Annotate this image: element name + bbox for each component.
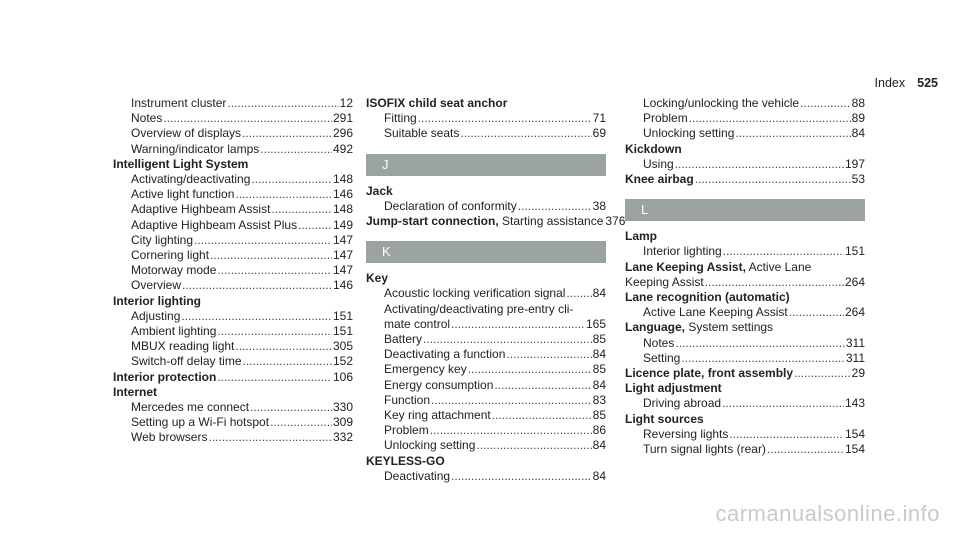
leader-dots [242, 126, 332, 141]
index-entry[interactable] [625, 427, 865, 442]
entry-label: Problem [643, 111, 688, 126]
leader-dots [243, 354, 332, 369]
entry-label: Activating/deactivating pre-entry cli- [384, 301, 574, 316]
entry-page[interactable]: 84 [592, 438, 606, 453]
entry-page[interactable]: 106 [332, 369, 353, 384]
leader-dots [451, 317, 585, 332]
entry-subtext: System settings [685, 320, 774, 335]
index-entry[interactable] [366, 332, 606, 347]
leader-dots [181, 309, 332, 324]
entry-page[interactable]: 151 [844, 244, 865, 259]
index-entry[interactable] [113, 309, 353, 324]
entry-page[interactable]: 148 [332, 202, 353, 217]
index-entry[interactable] [113, 126, 353, 141]
entry-label: MBUX reading light [131, 339, 235, 354]
index-heading: Lane recognition (automatic) [625, 290, 790, 305]
entry-page[interactable]: 143 [844, 396, 865, 411]
leader-dots [689, 111, 851, 126]
leader-dots [260, 142, 332, 157]
leader-dots [451, 469, 592, 484]
index-entry[interactable] [625, 96, 865, 111]
entry-label: Overview of displays [131, 126, 242, 141]
entry-label: Function [384, 392, 431, 407]
entry-page[interactable]: 84 [592, 347, 606, 362]
leader-dots [735, 126, 850, 141]
entry-page[interactable]: 147 [332, 248, 353, 263]
entry-page[interactable]: 152 [332, 354, 353, 369]
index-title: Index [874, 76, 906, 90]
entry-label: Unlocking setting [643, 126, 735, 141]
leader-dots [217, 370, 332, 385]
index-heading [625, 320, 865, 335]
watermark: carmanualsonline.info [715, 501, 940, 526]
index-entry[interactable] [625, 172, 865, 187]
index-heading: Light sources [625, 411, 704, 426]
entry-label: Adaptive Highbeam Assist Plus [131, 217, 298, 232]
index-heading: Intelligent Light System [113, 156, 249, 171]
index-entry[interactable] [113, 111, 353, 126]
leader-dots [794, 366, 851, 381]
entry-label: Ambient lighting [131, 324, 217, 339]
entry-label: Suitable seats [384, 126, 460, 141]
leader-dots [767, 442, 844, 457]
entry-page[interactable]: 311 [845, 350, 865, 365]
entry-label: Using [643, 156, 674, 171]
leader-dots [430, 423, 592, 438]
index-entry[interactable] [366, 199, 606, 214]
index-entry[interactable] [366, 317, 606, 332]
entry-page[interactable]: 309 [332, 415, 353, 430]
index-entry[interactable] [366, 126, 606, 141]
index-entry[interactable] [366, 438, 606, 453]
index-entry-wrapped[interactable] [625, 260, 865, 290]
section-letter: K [366, 241, 606, 263]
entry-page[interactable]: 83 [592, 392, 606, 407]
entry-label: Keeping Assist [625, 274, 704, 289]
entry-label: Switch-off delay time [131, 354, 242, 369]
index-entry[interactable] [625, 351, 865, 366]
entry-page[interactable]: 84 [592, 286, 606, 301]
entry-label: Knee airbag [625, 172, 694, 187]
index-column-2 [366, 96, 626, 484]
leader-dots [418, 111, 592, 126]
index-column-3 [625, 96, 865, 457]
index-entry[interactable] [625, 396, 865, 411]
entry-label: Active light function [131, 187, 235, 202]
index-entry[interactable] [625, 366, 865, 381]
entry-page[interactable]: 146 [332, 278, 353, 293]
index-entry[interactable] [366, 111, 606, 126]
entry-page[interactable]: 147 [332, 263, 353, 278]
leader-dots [163, 111, 332, 126]
leader-dots [705, 275, 844, 290]
index-entry[interactable] [625, 244, 865, 259]
leader-dots [789, 305, 844, 320]
leader-dots [208, 430, 331, 445]
index-entry[interactable] [366, 469, 606, 484]
leader-dots [298, 218, 332, 233]
index-entry[interactable] [113, 248, 353, 263]
index-entry[interactable] [113, 415, 353, 430]
index-heading: KEYLESS-GO [366, 453, 445, 468]
entry-page[interactable]: 85 [592, 332, 606, 347]
entry-page[interactable]: 84 [592, 468, 606, 483]
leader-dots [518, 199, 592, 214]
leader-dots [235, 339, 332, 354]
entry-page[interactable]: 197 [844, 156, 865, 171]
index-entry[interactable] [113, 172, 353, 187]
entry-subtext: Active Lane [745, 259, 812, 274]
leader-dots [217, 324, 332, 339]
index-entry[interactable] [366, 286, 606, 301]
entry-label: Motorway mode [131, 263, 217, 278]
leader-dots [675, 157, 844, 172]
entry-page[interactable]: 492 [332, 141, 353, 156]
entry-page[interactable]: 311 [845, 335, 865, 350]
entry-label: mate control [384, 316, 451, 331]
entry-page[interactable]: 85 [592, 362, 606, 377]
entry-page[interactable]: 88 [851, 96, 865, 110]
leader-dots [723, 244, 844, 259]
entry-page[interactable]: 53 [851, 172, 865, 187]
entry-page[interactable]: 165 [585, 316, 606, 331]
leader-dots [675, 336, 845, 351]
leader-dots [235, 187, 332, 202]
leader-dots [729, 427, 844, 442]
index-entry[interactable] [366, 362, 606, 377]
leader-dots [722, 396, 844, 411]
leader-dots [217, 263, 332, 278]
entry-label: Setting [643, 350, 681, 365]
index-heading: ISOFIX child seat anchor [366, 96, 508, 110]
index-entry[interactable] [625, 336, 865, 351]
entry-page[interactable]: 84 [592, 377, 606, 392]
entry-label: Fitting [384, 111, 417, 126]
index-entry[interactable] [113, 202, 353, 217]
entry-page[interactable]: 154 [844, 426, 865, 441]
entry-page[interactable]: 86 [592, 423, 606, 438]
entry-page[interactable]: 330 [332, 400, 353, 415]
entry-label: Battery [384, 332, 423, 347]
entry-page[interactable]: 151 [332, 308, 353, 323]
entry-label: Instrument cluster [131, 96, 227, 110]
entry-label: Interior protection [113, 369, 217, 384]
entry-label: Mercedes me connect [131, 400, 250, 415]
entry-label: Adjusting [131, 308, 181, 323]
leader-dots [681, 351, 845, 366]
index-entry[interactable] [113, 370, 353, 385]
entry-label: Cornering light [131, 248, 210, 263]
entry-label: Warning/indicator lamps [131, 141, 260, 156]
entry-label: Driving abroad [643, 396, 722, 411]
leader-dots [460, 126, 591, 141]
entry-heading: Jump-start connection, [366, 214, 499, 229]
index-entry[interactable] [366, 347, 606, 362]
entry-page[interactable]: 296 [332, 126, 353, 141]
entry-label: Setting up a Wi-Fi hotspot [131, 415, 270, 430]
index-entry[interactable] [625, 126, 865, 141]
index-heading: Interior lighting [113, 293, 201, 308]
entry-label: Notes [643, 335, 675, 350]
entry-page[interactable]: 84 [851, 126, 865, 141]
index-entry[interactable] [113, 142, 353, 157]
entry-page[interactable]: 71 [592, 111, 606, 126]
entry-page[interactable]: 151 [332, 324, 353, 339]
index-entry[interactable] [113, 354, 353, 369]
entry-label: Declaration of conformity [384, 198, 517, 213]
section-letter: L [625, 199, 865, 221]
entry-page[interactable]: 291 [332, 111, 353, 126]
entry-page[interactable]: 376 [605, 214, 626, 229]
index-entry[interactable] [113, 187, 353, 202]
entry-label: Emergency key [384, 362, 467, 377]
page-header [875, 76, 938, 90]
entry-label: Acoustic locking verification signal [384, 286, 566, 301]
entry-page[interactable]: 69 [592, 126, 606, 141]
index-entry[interactable] [113, 339, 353, 354]
index-entry[interactable] [113, 400, 353, 415]
entry-label [625, 260, 865, 275]
index-entry[interactable] [366, 423, 606, 438]
entry-label: Locking/unlocking the vehicle [643, 96, 800, 110]
leader-dots [476, 438, 591, 453]
leader-dots [423, 332, 592, 347]
leader-dots [468, 362, 592, 377]
leader-dots [492, 408, 592, 423]
leader-dots [494, 378, 591, 393]
entry-label [366, 214, 603, 229]
index-column-1 [113, 96, 353, 446]
index-entry[interactable] [366, 408, 606, 423]
entry-label: Overview [131, 278, 182, 293]
entry-label: Unlocking setting [384, 438, 476, 453]
index-heading: Lamp [625, 229, 658, 244]
entry-page[interactable]: 264 [844, 305, 865, 320]
index-entry[interactable] [113, 278, 353, 293]
entry-label: Interior lighting [643, 244, 722, 259]
entry-page[interactable]: 29 [851, 366, 865, 381]
entry-label: Reversing lights [643, 426, 729, 441]
index-entry[interactable] [625, 305, 865, 320]
entry-page[interactable]: 264 [844, 274, 865, 289]
entry-label: Adaptive Highbeam Assist [131, 202, 271, 217]
entry-page[interactable]: 149 [332, 217, 353, 232]
entry-label: Turn signal lights (rear) [643, 442, 766, 457]
entry-label: Active Lane Keeping Assist [643, 305, 788, 320]
entry-heading: Lane Keeping Assist, [625, 259, 746, 274]
index-entry[interactable] [625, 111, 865, 126]
index-entry[interactable] [625, 442, 865, 457]
entry-page[interactable]: 146 [332, 187, 353, 202]
index-heading: Internet [113, 384, 158, 399]
index-heading: Kickdown [625, 141, 682, 156]
leader-dots [250, 400, 332, 415]
section-letter: J [366, 154, 606, 176]
leader-dots [431, 393, 592, 408]
entry-page[interactable]: 147 [332, 232, 353, 247]
entry-label: Deactivating [384, 468, 451, 483]
leader-dots [182, 278, 332, 293]
leader-dots [210, 248, 332, 263]
entry-page[interactable]: 148 [332, 172, 353, 187]
index-entry[interactable] [113, 263, 353, 278]
page-number: 525 [917, 76, 938, 90]
entry-label: Energy consumption [384, 377, 494, 392]
leader-dots [506, 347, 591, 362]
leader-dots [194, 233, 332, 248]
index-entry[interactable] [113, 430, 353, 445]
entry-heading: Language, [625, 320, 686, 335]
index-entry[interactable] [113, 233, 353, 248]
index-heading: Key [366, 271, 389, 286]
leader-dots [800, 96, 851, 111]
entry-label: Web browsers [131, 430, 208, 445]
index-entry[interactable] [625, 157, 865, 172]
index-heading: Light adjustment [625, 381, 722, 396]
index-entry[interactable] [113, 218, 353, 233]
index-entry[interactable] [113, 96, 353, 111]
index-heading: Jack [366, 183, 393, 198]
entry-subtext: Starting assistance [498, 214, 604, 229]
index-entry[interactable] [113, 324, 353, 339]
entry-page[interactable]: 85 [592, 408, 606, 423]
entry-label: Activating/deactivating [131, 172, 251, 187]
index-entry[interactable] [366, 378, 606, 393]
entry-label: City lighting [131, 232, 194, 247]
entry-page[interactable]: 305 [332, 339, 353, 354]
entry-label: Notes [131, 111, 163, 126]
entry-label: Licence plate, front assembly [625, 366, 794, 381]
index-entry[interactable] [366, 214, 626, 229]
entry-page[interactable]: 38 [592, 198, 606, 213]
leader-dots [566, 286, 591, 301]
index-entry[interactable] [366, 393, 606, 408]
entry-page[interactable]: 89 [851, 111, 865, 126]
index-entry-wrapped[interactable] [366, 302, 606, 332]
entry-label: Key ring attachment [384, 408, 491, 423]
leader-dots [227, 96, 338, 111]
leader-dots [271, 202, 332, 217]
index-entry[interactable] [625, 275, 865, 290]
entry-page[interactable]: 154 [844, 442, 865, 457]
entry-label: Problem [384, 423, 429, 438]
entry-page[interactable]: 12 [339, 96, 353, 110]
entry-label: Deactivating a function [384, 347, 506, 362]
leader-dots [695, 172, 851, 187]
leader-dots [270, 415, 332, 430]
entry-page[interactable]: 332 [332, 430, 353, 445]
leader-dots [251, 172, 332, 187]
